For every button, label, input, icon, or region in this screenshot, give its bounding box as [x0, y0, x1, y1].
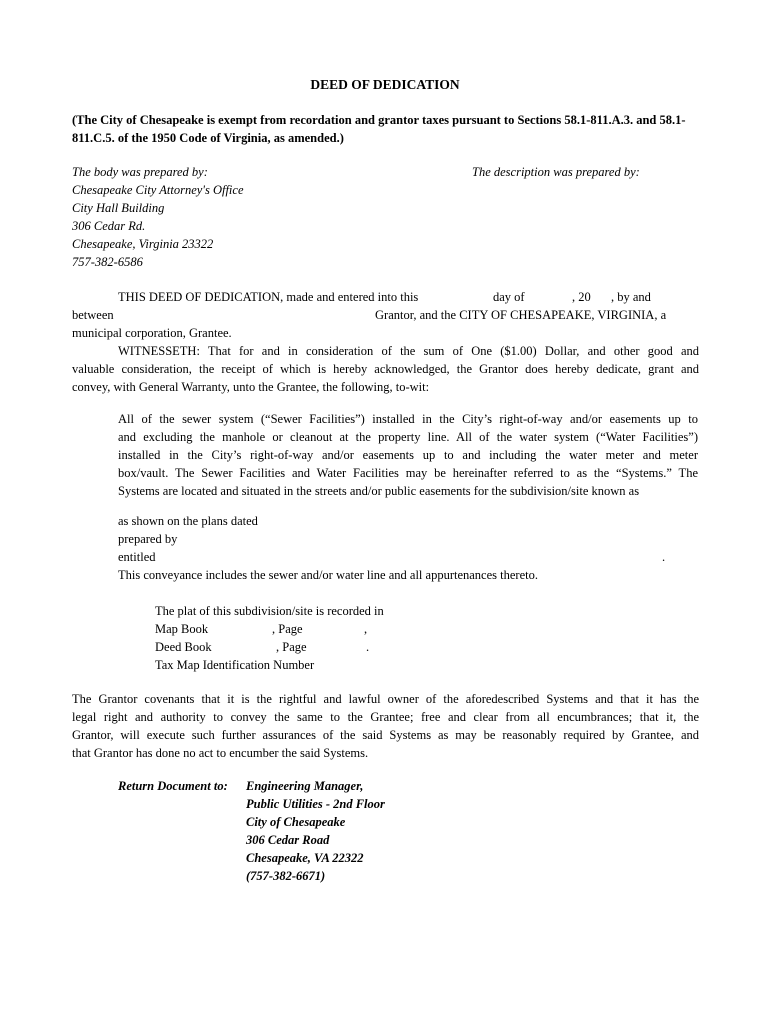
return-address-line: Engineering Manager, — [246, 779, 364, 793]
covenant-paragraph — [72, 690, 699, 762]
opening-text-1b: day of — [493, 290, 525, 304]
opening-text-2b: Grantor, and the CITY OF CHESAPEAKE, VIRGINIA, a — [375, 308, 667, 322]
systems-line: and excluding the manhole or cleanout at the property line. All of the water system (“Water Facilities”) — [118, 430, 698, 444]
prepared-by-heading: The body was prepared by: — [72, 165, 208, 179]
deed-book-page-label: , Page — [276, 640, 307, 654]
opening-text-1c: , 20 — [572, 290, 591, 304]
systems-line: installed in the City’s right-of-way and/or easements up to and including the water meter and meter — [118, 448, 698, 462]
covenant-line: The Grantor covenants that it is the rightful and lawful owner of the aforedescribed Systems and that it has the — [72, 692, 699, 706]
return-address-line: (757-382-6671) — [246, 869, 326, 883]
return-address-line: Chesapeake, VA 22322 — [246, 851, 364, 865]
opening-text-1d: , by and — [611, 290, 651, 304]
return-address-line: 306 Cedar Road — [246, 833, 330, 847]
return-document-label: Return Document to: — [118, 779, 228, 793]
opening-text-3: municipal corporation, Grantee. — [72, 326, 232, 340]
systems-line: box/vault. The Sewer Facilities and Water Facilities may be hereinafter referred to as the “Systems.” The — [118, 466, 698, 480]
tax-map-id-label: Tax Map Identification Number — [155, 658, 315, 672]
prepared-by-line: Chesapeake, Virginia 23322 — [72, 237, 214, 251]
deed-book-label: Deed Book — [155, 640, 212, 654]
systems-line: All of the sewer system (“Sewer Facilities”) installed in the City’s right-of-way and/or easements up to — [118, 412, 698, 426]
return-address-line: City of Chesapeake — [246, 815, 346, 829]
covenant-line: that Grantor has done no act to encumber the said Systems. — [72, 746, 369, 760]
return-address-block — [246, 777, 385, 885]
plans-prepared-by: prepared by — [118, 532, 178, 546]
prepared-by-line: City Hall Building — [72, 201, 165, 215]
covenant-line: Grantor, will execute such further assurances of the said Systems as may be reasonably required by Grantee, and — [72, 728, 699, 742]
prepared-by-line: Chesapeake City Attorney's Office — [72, 183, 244, 197]
covenant-line: legal right and authority to convey the same to the Grantee; free and clear from all encumbrances; that it, the — [72, 710, 699, 724]
systems-paragraph — [118, 410, 698, 500]
page-title: DEED OF DEDICATION — [310, 77, 460, 92]
tax-exemption-notice: (The City of Chesapeake is exempt from recordation and grantor taxes pursuant to Sections 58.1-811.A.3. and 58.1-811.C.5. of the 1950 Code of Virginia, as amended.) — [72, 113, 686, 145]
prepared-by-line: 757-382-6586 — [72, 255, 143, 269]
opening-text-2a: between — [72, 308, 114, 322]
plat-intro: The plat of this subdivision/site is recorded in — [155, 604, 384, 618]
return-address-line: Public Utilities - 2nd Floor — [246, 797, 385, 811]
deed-book-end: . — [366, 640, 370, 654]
plans-entitled: entitled — [118, 550, 156, 564]
witnesseth-line: WITNESSETH: That for and in consideration of the sum of One ($1.00) Dollar, and other good and — [118, 344, 699, 358]
prepared-by-line: 306 Cedar Rd. — [72, 219, 146, 233]
witnesseth-line: valuable consideration, the receipt of which is hereby acknowledged, the Grantor does hereby dedicate, grant and — [72, 362, 699, 376]
description-prepared-by: The description was prepared by: — [472, 165, 640, 179]
conveyance-statement: This conveyance includes the sewer and/or water line and all appurtenances thereto. — [118, 568, 538, 582]
map-book-end: , — [364, 622, 368, 636]
witnesseth-line: convey, with General Warranty, unto the Grantee, the following, to-wit: — [72, 380, 430, 394]
plans-dated: as shown on the plans dated — [118, 514, 258, 528]
witnesseth-paragraph — [72, 342, 699, 396]
systems-line: Systems are located and situated in the streets and/or public easements for the subdivision/site known as — [118, 484, 640, 498]
map-book-page-label: , Page — [272, 622, 303, 636]
prepared-by-block — [72, 163, 244, 271]
plans-period: . — [662, 550, 666, 564]
opening-text-1a: THIS DEED OF DEDICATION, made and entered into this — [118, 290, 419, 304]
map-book-label: Map Book — [155, 622, 209, 636]
